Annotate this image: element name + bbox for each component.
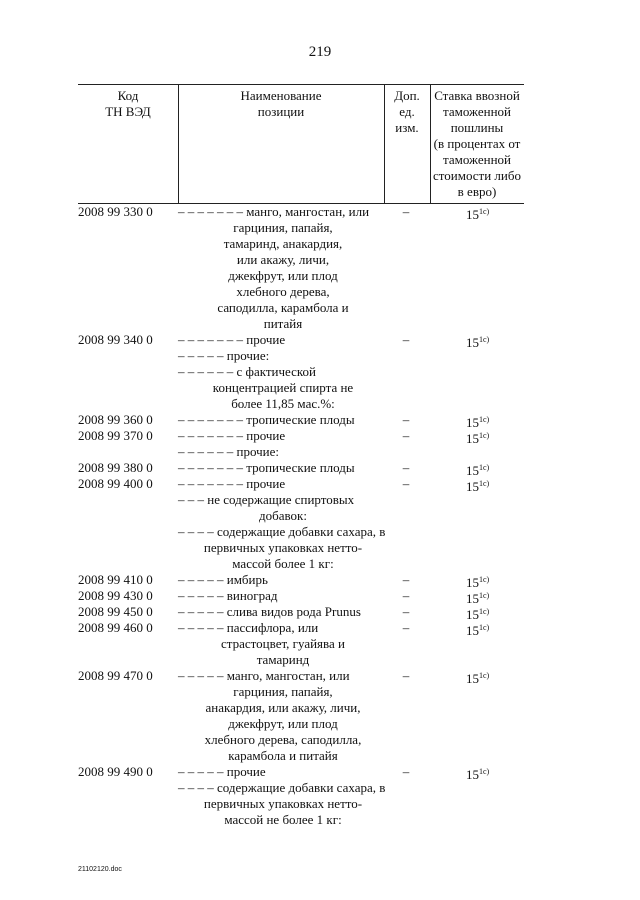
indent-dashes: – – – – –	[178, 348, 227, 363]
row-description	[178, 332, 388, 348]
description-line: страстоцвет, гуайява и	[221, 636, 345, 651]
description-line: первичных упаковках нетто-	[203, 540, 363, 555]
description-first-line: прочие	[246, 332, 286, 347]
description-line: джекфрут, или плод	[228, 716, 338, 731]
row-description	[178, 364, 388, 412]
indent-dashes: – – – – –	[178, 588, 227, 603]
indent-dashes: – – – – – – –	[178, 332, 247, 347]
description-first-line: прочие:	[226, 348, 270, 363]
row-code: 2008 99 490 0	[78, 764, 153, 779]
rate-footnote: 1с)	[479, 207, 490, 216]
row-code: 2008 99 410 0	[78, 572, 153, 587]
row-description	[178, 460, 388, 476]
description-line: саподилла, карамбола и	[217, 300, 349, 315]
table-row	[78, 460, 524, 476]
row-description	[178, 348, 388, 364]
rate-footnote: 1с)	[479, 431, 490, 440]
row-code: 2008 99 380 0	[78, 460, 153, 475]
row-description	[178, 604, 388, 620]
row-rate: $15^{1с)}$	[466, 207, 490, 222]
rate-footnote: 1с)	[479, 671, 490, 680]
description-first-line: содержащие добавки сахара, в	[217, 780, 386, 795]
description-first-line: манго, мангостан, или	[226, 668, 350, 683]
table-row	[78, 428, 524, 444]
table-row	[78, 444, 524, 460]
row-unit: –	[402, 668, 410, 683]
rate-footnote: 1с)	[479, 591, 490, 600]
indent-dashes: – – – – –	[178, 572, 227, 587]
description-line: хлебного дерева, саподилла,	[204, 732, 362, 747]
description-first-line: тропические плоды	[246, 460, 355, 475]
row-unit: –	[402, 572, 410, 587]
indent-dashes: – – – –	[178, 524, 217, 539]
description-line: массой не более 1 кг:	[224, 812, 342, 827]
table-row	[78, 668, 524, 764]
row-description	[178, 204, 388, 332]
description-first-line: содержащие добавки сахара, в	[217, 524, 386, 539]
row-rate: $15^{1с)}$	[466, 463, 490, 478]
table-row	[78, 588, 524, 604]
row-unit: –	[402, 332, 410, 347]
table-row	[78, 492, 524, 524]
rate-footnote: 1с)	[479, 463, 490, 472]
row-rate: $15^{1с)}$	[466, 415, 490, 430]
rate-footnote: 1с)	[479, 415, 490, 424]
row-unit: –	[402, 604, 410, 619]
row-code: 2008 99 450 0	[78, 604, 153, 619]
description-first-line: с фактической	[236, 364, 317, 379]
file-name: 21102120.doc	[78, 866, 122, 873]
indent-dashes: – – – –	[178, 780, 217, 795]
indent-dashes: – – – – – –	[178, 444, 237, 459]
header-code: Код ТН ВЭД	[105, 88, 151, 119]
row-unit: –	[402, 412, 410, 427]
row-code: 2008 99 370 0	[78, 428, 153, 443]
description-first-line: прочие	[246, 428, 286, 443]
description-line: концентрацией спирта не	[212, 380, 354, 395]
row-description	[178, 476, 388, 492]
row-description	[178, 572, 388, 588]
indent-dashes: – – – – –	[178, 764, 227, 779]
description-line: гарциния, папайя,	[233, 220, 333, 235]
description-first-line: прочие:	[236, 444, 279, 459]
description-first-line: не содержащие спиртовых	[207, 492, 355, 507]
description-first-line: тропические плоды	[246, 412, 355, 427]
description-first-line: прочие	[246, 476, 286, 491]
row-code: 2008 99 340 0	[78, 332, 153, 347]
indent-dashes: – – – – –	[178, 604, 227, 619]
indent-dashes: – – – – – – –	[178, 476, 247, 491]
description-first-line: имбирь	[226, 572, 268, 587]
description-line: или акажу, личи,	[236, 252, 330, 267]
page-number: 219	[308, 44, 332, 60]
row-rate: $15^{1с)}$	[466, 623, 490, 638]
rate-footnote: 1с)	[479, 607, 490, 616]
header-name: Наименование позиции	[240, 88, 322, 119]
row-unit: –	[402, 204, 410, 219]
header-rate: Ставка ввозной таможенной пошлины (в процентах от таможенной стоимости либо в евро)	[432, 88, 521, 199]
description-line: гарциния, папайя,	[233, 684, 333, 699]
row-description	[178, 428, 388, 444]
row-unit: –	[402, 460, 410, 475]
description-line: питайя	[263, 316, 303, 331]
row-code: 2008 99 330 0	[78, 204, 153, 219]
description-line: первичных упаковках нетто-	[203, 796, 363, 811]
table-row	[78, 364, 524, 412]
table-row	[78, 204, 524, 332]
row-rate: $15^{1с)}$	[466, 335, 490, 350]
rate-footnote: 1с)	[479, 335, 490, 344]
description-first-line: виноград	[226, 588, 278, 603]
row-rate: $15^{1с)}$	[466, 671, 490, 686]
rate-footnote: 1с)	[479, 575, 490, 584]
row-rate: $15^{1с)}$	[466, 607, 490, 622]
tariff-table	[78, 84, 524, 828]
table-row	[78, 412, 524, 428]
row-rate: $15^{1с)}$	[466, 591, 490, 606]
indent-dashes: – – – – – – –	[178, 428, 247, 443]
description-line: добавок:	[259, 508, 307, 523]
table-body	[78, 204, 524, 828]
indent-dashes: – – – – –	[178, 620, 227, 635]
description-first-line: пассифлора, или	[226, 620, 319, 635]
rate-footnote: 1с)	[479, 623, 490, 632]
table-header	[78, 84, 524, 204]
indent-dashes: – – – – – –	[178, 364, 237, 379]
table-row	[78, 572, 524, 588]
description-line: хлебного дерева,	[236, 284, 330, 299]
row-description	[178, 444, 388, 460]
table-row	[78, 524, 524, 572]
row-description	[178, 668, 388, 764]
row-unit: –	[402, 476, 410, 491]
row-description	[178, 412, 388, 428]
row-description	[178, 524, 388, 572]
row-code: 2008 99 470 0	[78, 668, 153, 683]
indent-dashes: – – – – –	[178, 668, 227, 683]
row-rate: $15^{1с)}$	[466, 431, 490, 446]
row-code: 2008 99 430 0	[78, 588, 153, 603]
description-first-line: манго, мангостан, или	[246, 204, 370, 219]
table-row	[78, 348, 524, 364]
row-code: 2008 99 400 0	[78, 476, 153, 491]
table-row	[78, 620, 524, 668]
row-unit: –	[402, 620, 410, 635]
row-description	[178, 780, 388, 828]
description-line: анакардия, или акажу, личи,	[205, 700, 361, 715]
row-code: 2008 99 360 0	[78, 412, 153, 427]
row-description	[178, 492, 388, 524]
table-row	[78, 332, 524, 348]
row-unit: –	[402, 764, 410, 779]
row-rate: $15^{1с)}$	[466, 575, 490, 590]
row-rate: $15^{1с)}$	[466, 479, 490, 494]
row-rate: $15^{1с)}$	[466, 767, 490, 782]
description-line: более 11,85 мас.%:	[231, 396, 335, 411]
description-line: тамаринд	[256, 652, 310, 667]
table-row	[78, 604, 524, 620]
table-row	[78, 764, 524, 780]
description-line: тамаринд, анакардия,	[223, 236, 343, 251]
indent-dashes: – – –	[178, 492, 208, 507]
indent-dashes: – – – – – – –	[178, 412, 247, 427]
row-unit: –	[402, 428, 410, 443]
row-description	[178, 620, 388, 668]
row-description	[178, 764, 388, 780]
row-description	[178, 588, 388, 604]
rate-footnote: 1с)	[479, 479, 490, 488]
row-code: 2008 99 460 0	[78, 620, 153, 635]
table-row	[78, 780, 524, 828]
description-first-line: слива видов рода Prunus	[226, 604, 361, 619]
description-line: джекфрут, или плод	[228, 268, 338, 283]
table-row	[78, 476, 524, 492]
row-unit: –	[402, 588, 410, 603]
description-line: карамбола и питайя	[228, 748, 338, 763]
rate-footnote: 1с)	[479, 767, 490, 776]
description-line: массой более 1 кг:	[232, 556, 334, 571]
header-unit: Доп. ед. изм.	[394, 88, 420, 135]
description-first-line: прочие	[226, 764, 266, 779]
indent-dashes: – – – – – – –	[178, 460, 247, 475]
indent-dashes: – – – – – – –	[178, 204, 247, 219]
